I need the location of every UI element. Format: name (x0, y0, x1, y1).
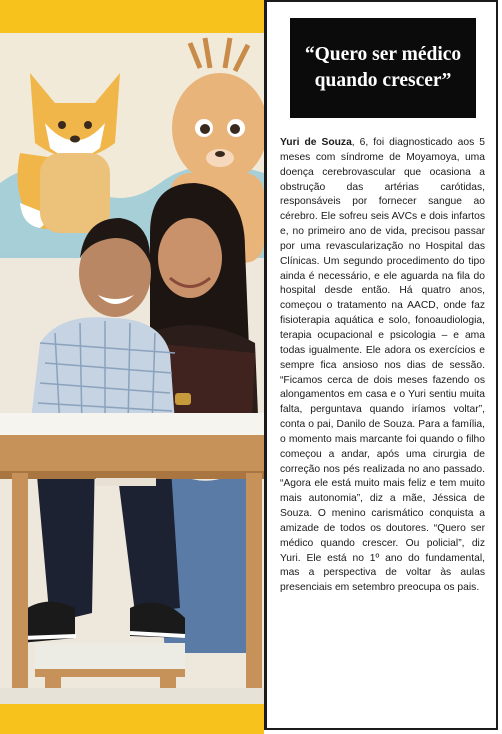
boy-and-mother-photo (0, 33, 264, 704)
text-panel (264, 0, 502, 734)
article-title: “Quero ser médico quando crescer” (304, 44, 462, 91)
title-box (290, 18, 476, 118)
article-lead-name: Yuri de Souza (280, 137, 352, 148)
article-body (280, 136, 485, 596)
article-body-text: , 6, foi diagnosticado aos 5 meses com síndrome de Moyamoya, uma doença cerebrovascular que ocasiona a obstrução das artérias carótidas, responsáveis por fornecer sangue ao cérebro. Ele sofreu seis AVCs e dois infartos e, no primeiro ano de vida, precisou passar por uma revascularização no Hospital das Clínicas. Um segundo procedimento do tipo ainda é necessário, e ele aguarda na fila do hospital desde então. Há quatro anos, começou o tratamento na AACD, onde faz fisioterapia aquática e solo, fonoaudiologia, terapia ocupacional e psicologia – e ama todas igualmente. Ele adora os exercícios e sempre fica ansioso nos dias de sessão. “Ficamos cerca de dois meses fazendo os alongamentos em casa e o Yuri sentiu muita falta, perguntava quando iríamos voltar”, conta o pai, Danilo de Souza. Para a família, o momento mais marcante foi quando o filho começou a andar, após uma cirurgia de correção nos pés realizada no ano passado. “Agora ele está muito mais feliz e tem muito mais autonomia”, diz a mãe, Jéssica de Souza. O menino carismático conquista a amizade de todos os doutores. “Quero ser médico quando crescer. Ou policial”, diz Yuri. Ele está no 1º ano do fundamental, mas a perspectiva de voltar às aulas presenciais em setembro preocupa os pais. (280, 137, 485, 594)
yellow-border-bottom (0, 704, 264, 734)
